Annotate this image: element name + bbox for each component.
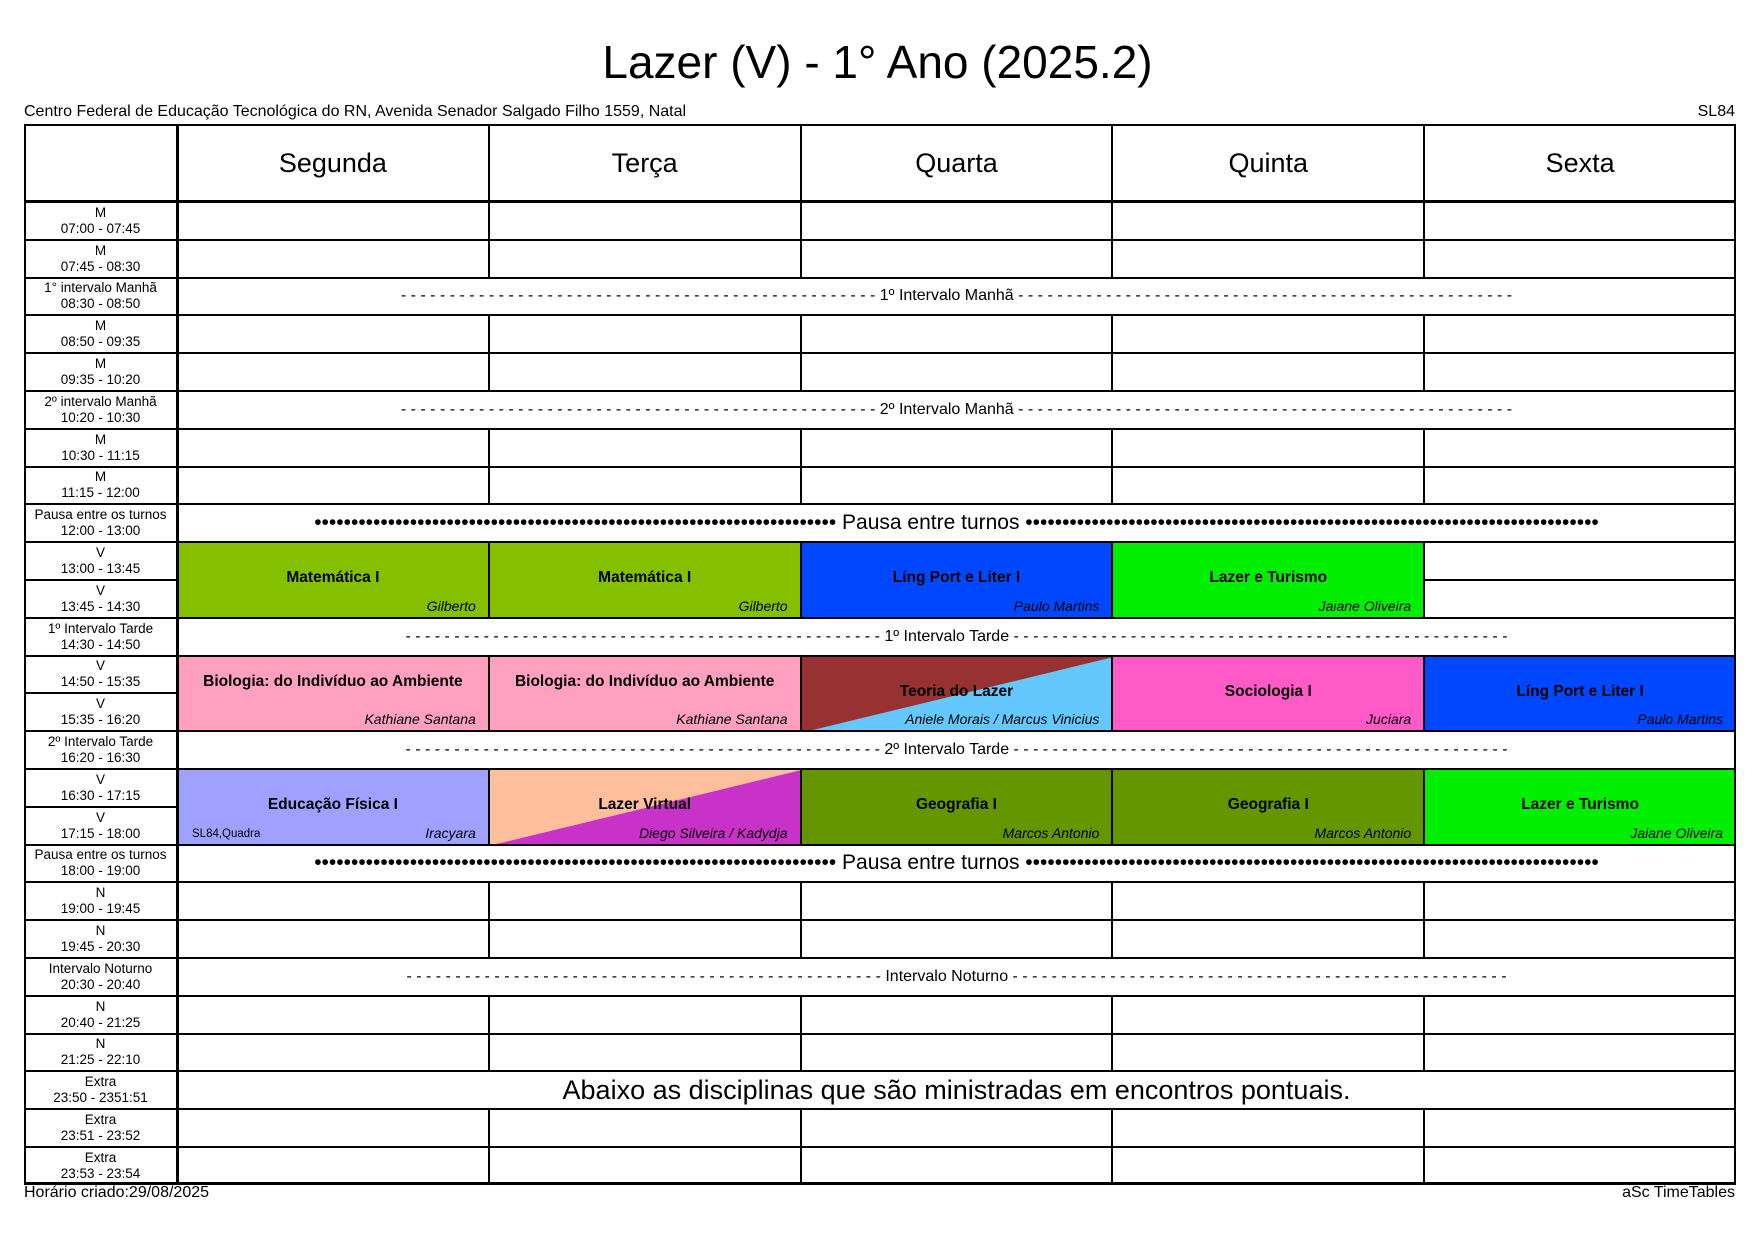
lesson-card[interactable] xyxy=(1424,656,1736,732)
period-name: M xyxy=(94,356,107,372)
lesson-subject: Lazer e Turismo xyxy=(1209,569,1328,587)
empty-slot xyxy=(1424,920,1736,958)
period-time: 20:30 - 20:40 xyxy=(60,976,141,992)
extra-note: Abaixo as disciplinas que são ministradas em encontros pontuais. xyxy=(177,1071,1736,1109)
lesson-teacher: Gilberto xyxy=(738,597,788,614)
empty-slot xyxy=(1112,240,1424,278)
empty-slot xyxy=(1424,353,1736,391)
lesson-card[interactable] xyxy=(177,769,489,845)
period-time: 19:45 - 20:30 xyxy=(60,939,141,955)
empty-slot xyxy=(1424,467,1736,505)
empty-slot xyxy=(177,202,489,240)
period-name: M xyxy=(94,242,107,258)
empty-slot xyxy=(489,467,801,505)
lesson-card[interactable] xyxy=(489,656,801,732)
lesson-subject: Geografia I xyxy=(1227,796,1309,813)
period-time: 08:30 - 08:50 xyxy=(60,296,141,312)
lesson-teacher: Gilberto xyxy=(426,597,476,614)
lesson-teacher: Iracyara xyxy=(425,824,476,841)
period-name: V xyxy=(95,809,105,825)
period-name: N xyxy=(95,1036,106,1052)
period-name: Extra xyxy=(84,1149,117,1165)
empty-slot xyxy=(801,996,1113,1034)
empty-slot xyxy=(489,240,801,278)
empty-slot xyxy=(1424,1034,1736,1072)
empty-slot xyxy=(489,429,801,467)
period-label xyxy=(24,656,177,694)
empty-slot xyxy=(1112,1034,1424,1072)
period-name: Extra xyxy=(84,1112,117,1128)
empty-slot xyxy=(1112,202,1424,240)
empty-slot xyxy=(801,353,1113,391)
period-time: 16:30 - 17:15 xyxy=(60,787,141,803)
lesson-teacher: Jaiane Oliveira xyxy=(1630,824,1723,841)
period-label xyxy=(24,467,177,505)
period-label xyxy=(24,920,177,958)
period-name: Pausa entre os turnos xyxy=(34,847,167,863)
lesson-subject: Matemática I xyxy=(598,569,692,587)
period-label xyxy=(24,1147,177,1185)
period-time: 23:51 - 23:52 xyxy=(60,1128,141,1144)
lesson-subject: Lazer Virtual xyxy=(598,796,692,813)
empty-slot xyxy=(801,240,1113,278)
app-credit: aSc TimeTables xyxy=(1622,1184,1735,1201)
lesson-card[interactable] xyxy=(177,656,489,732)
lesson-teacher: Jaiane Oliveira xyxy=(1318,597,1412,614)
page-title: Lazer (V) - 1° Ano (2025.2) xyxy=(602,36,1153,88)
lesson-room: SL84,Quadra xyxy=(192,827,261,840)
period-name: M xyxy=(94,431,107,447)
period-label xyxy=(24,731,177,769)
period-time: 13:00 - 13:45 xyxy=(60,561,141,577)
lesson-teacher: Marcos Antonio xyxy=(1314,824,1412,841)
empty-slot xyxy=(177,1109,489,1147)
period-column-rule xyxy=(176,124,179,1184)
period-name: 1º Intervalo Tarde xyxy=(47,620,154,636)
period-label xyxy=(24,353,177,391)
lesson-subject: Líng Port e Liter I xyxy=(892,569,1021,587)
empty-slot xyxy=(801,1147,1113,1185)
period-time: 10:30 - 11:15 xyxy=(61,447,140,463)
empty-slot xyxy=(1424,542,1736,580)
empty-slot xyxy=(1424,1109,1736,1147)
period-label xyxy=(24,542,177,580)
empty-slot xyxy=(489,353,801,391)
empty-slot xyxy=(489,996,801,1034)
lesson-teacher: Aniele Morais / Marcus Vinicius xyxy=(905,711,1100,728)
empty-slot xyxy=(801,315,1113,353)
period-label xyxy=(24,240,177,278)
period-label xyxy=(24,618,177,656)
lesson-teacher: Marcos Antonio xyxy=(1002,824,1100,841)
empty-slot xyxy=(1112,1147,1424,1185)
period-label xyxy=(24,315,177,353)
empty-slot xyxy=(489,1109,801,1147)
period-time: 07:45 - 08:30 xyxy=(60,258,141,274)
day-header: Segunda xyxy=(177,124,489,202)
empty-slot xyxy=(177,1147,489,1185)
period-label xyxy=(24,769,177,807)
lesson-teacher: Kathiane Santana xyxy=(676,711,788,728)
empty-slot xyxy=(177,315,489,353)
period-name: 1° intervalo Manhã xyxy=(44,280,157,296)
period-name: M xyxy=(94,318,107,334)
empty-slot xyxy=(1424,580,1736,618)
empty-slot xyxy=(801,920,1113,958)
empty-slot xyxy=(177,996,489,1034)
empty-slot xyxy=(1112,920,1424,958)
empty-slot xyxy=(1112,996,1424,1034)
period-label xyxy=(24,1071,177,1109)
empty-slot xyxy=(1112,467,1424,505)
lesson-subject: Educação Física I xyxy=(267,796,398,813)
empty-slot xyxy=(489,1034,801,1072)
empty-slot xyxy=(489,920,801,958)
period-label xyxy=(24,1109,177,1147)
period-time: 13:45 - 14:30 xyxy=(60,598,141,614)
empty-slot xyxy=(1424,429,1736,467)
period-name: Extra xyxy=(84,1074,117,1090)
period-name: Intervalo Noturno xyxy=(48,960,153,976)
lesson-teacher: Paulo Martins xyxy=(1637,711,1723,728)
day-header: Quinta xyxy=(1112,124,1424,202)
empty-slot xyxy=(1424,1147,1736,1185)
period-time: 21:25 - 22:10 xyxy=(60,1052,141,1068)
empty-slot xyxy=(177,467,489,505)
lesson-subject: Líng Port e Liter I xyxy=(1516,682,1644,700)
lesson-card[interactable] xyxy=(801,542,1113,618)
created-date: Horário criado:29/08/2025 xyxy=(24,1184,210,1201)
empty-slot xyxy=(489,202,801,240)
period-name: V xyxy=(95,582,105,598)
empty-slot xyxy=(177,429,489,467)
day-header: Sexta xyxy=(1424,124,1736,202)
period-name: M xyxy=(94,469,107,485)
empty-slot xyxy=(1112,315,1424,353)
lesson-teacher: Paulo Martins xyxy=(1013,597,1100,614)
period-time: 12:00 - 13:00 xyxy=(60,523,141,539)
lesson-card[interactable] xyxy=(489,542,801,618)
empty-slot xyxy=(1424,202,1736,240)
period-time: 09:35 - 10:20 xyxy=(60,372,141,388)
lesson-teacher: Juciara xyxy=(1366,711,1412,728)
period-time: 18:00 - 19:00 xyxy=(60,863,141,879)
timetable-grid xyxy=(24,124,1736,1184)
empty-slot xyxy=(177,240,489,278)
empty-slot xyxy=(1112,882,1424,920)
period-label xyxy=(24,807,177,845)
period-name: 2º intervalo Manhã xyxy=(44,393,157,409)
period-time: 16:20 - 16:30 xyxy=(60,750,141,766)
empty-slot xyxy=(177,882,489,920)
break-row: ••••••••••••••••••••••••••••••••••••••••••••••••••••••••••••••••••••••• Pausa entre turnos •••••••••••••••••••••••••••••••••••••••••••••••••••••••••••••••••••••••••••••• xyxy=(177,845,1736,883)
break-row: - - - - - - - - - - - - - - - - - - - - - - - - - - - - - - - - - - - - - - - - - - - - - - - - - 1º Intervalo Tarde - - - - - - - - - - - - - - - - - - - - - - - - - - - - - - - - - - - - - - - - - - - - - - - - - - - xyxy=(177,618,1736,656)
lesson-subject: Matemática I xyxy=(286,569,380,587)
lesson-subject: Biologia: do Indivíduo ao Ambiente xyxy=(514,672,775,690)
break-row: - - - - - - - - - - - - - - - - - - - - - - - - - - - - - - - - - - - - - - - - - - - - - - - - - Intervalo Noturno - - - - - - - - - - - - - - - - - - - - - - - - - - - - - - - - - - - - - - - - - - - - - - - - - - - xyxy=(177,958,1736,996)
lesson-card[interactable] xyxy=(801,656,1113,732)
period-label xyxy=(24,958,177,996)
period-label xyxy=(24,278,177,316)
empty-slot xyxy=(177,353,489,391)
empty-slot xyxy=(177,920,489,958)
empty-slot xyxy=(801,429,1113,467)
room-code: SL84 xyxy=(1697,103,1735,120)
period-time: 23:50 - 2351:51 xyxy=(53,1090,148,1106)
period-time: 17:15 - 18:00 xyxy=(60,825,141,841)
period-label xyxy=(24,580,177,618)
lesson-teacher: Kathiane Santana xyxy=(364,711,476,728)
period-time: 08:50 - 09:35 xyxy=(60,334,141,350)
empty-slot xyxy=(801,1109,1113,1147)
period-name: V xyxy=(95,696,105,712)
period-label xyxy=(24,693,177,731)
period-name: V xyxy=(95,771,105,787)
empty-slot xyxy=(177,1034,489,1072)
period-name: V xyxy=(95,658,105,674)
lesson-teacher: Diego Silveira / Kadydja xyxy=(638,824,788,841)
header-rule xyxy=(24,200,1736,203)
break-row: ••••••••••••••••••••••••••••••••••••••••••••••••••••••••••••••••••••••• Pausa entre turnos •••••••••••••••••••••••••••••••••••••••••••••••••••••••••••••••••••••••••••••• xyxy=(177,504,1736,542)
empty-slot xyxy=(1424,315,1736,353)
empty-slot xyxy=(489,1147,801,1185)
lesson-subject: Lazer e Turismo xyxy=(1521,796,1639,813)
lesson-subject: Sociologia I xyxy=(1224,682,1312,700)
lesson-card[interactable] xyxy=(1112,769,1424,845)
lesson-card[interactable] xyxy=(1112,656,1424,732)
period-time: 11:15 - 12:00 xyxy=(61,485,140,501)
day-header: Terça xyxy=(489,124,801,202)
day-header: Quarta xyxy=(801,124,1113,202)
period-label xyxy=(24,202,177,240)
lesson-card[interactable] xyxy=(177,542,489,618)
lesson-card[interactable] xyxy=(1424,769,1736,845)
empty-slot xyxy=(1424,882,1736,920)
lesson-subject: Geografia I xyxy=(916,796,997,813)
period-label xyxy=(24,882,177,920)
period-time: 10:20 - 10:30 xyxy=(60,409,141,425)
lesson-subject: Biologia: do Indivíduo ao Ambiente xyxy=(203,672,463,690)
empty-slot xyxy=(1112,1109,1424,1147)
lesson-subject: Teoria do Lazer xyxy=(899,682,1014,700)
period-time: 19:00 - 19:45 xyxy=(60,901,141,917)
period-time: 15:35 - 16:20 xyxy=(60,712,141,728)
period-name: N xyxy=(95,885,106,901)
period-name: M xyxy=(94,204,107,220)
empty-slot xyxy=(801,202,1113,240)
period-label xyxy=(24,845,177,883)
period-name: V xyxy=(95,545,105,561)
empty-slot xyxy=(801,1034,1113,1072)
lesson-card[interactable] xyxy=(1112,542,1424,618)
period-label xyxy=(24,391,177,429)
period-name: N xyxy=(95,998,106,1014)
school-address: Centro Federal de Educação Tecnológica do RN, Avenida Senador Salgado Filho 1559, Natal xyxy=(24,103,687,120)
break-row: - - - - - - - - - - - - - - - - - - - - - - - - - - - - - - - - - - - - - - - - - - - - - - - - - 1º Intervalo Manhã - - - - - - - - - - - - - - - - - - - - - - - - - - - - - - - - - - - - - - - - - - - - - - - - - - - xyxy=(177,278,1736,316)
break-row: - - - - - - - - - - - - - - - - - - - - - - - - - - - - - - - - - - - - - - - - - - - - - - - - - 2º Intervalo Tarde - - - - - - - - - - - - - - - - - - - - - - - - - - - - - - - - - - - - - - - - - - - - - - - - - - - xyxy=(177,731,1736,769)
lesson-card[interactable] xyxy=(801,769,1113,845)
period-time: 07:00 - 07:45 xyxy=(60,220,141,236)
period-label xyxy=(24,429,177,467)
period-label xyxy=(24,1034,177,1072)
period-time: 23:53 - 23:54 xyxy=(60,1165,141,1181)
empty-slot xyxy=(1424,996,1736,1034)
grid-corner xyxy=(24,124,177,202)
break-row: - - - - - - - - - - - - - - - - - - - - - - - - - - - - - - - - - - - - - - - - - - - - - - - - - 2º Intervalo Manhã - - - - - - - - - - - - - - - - - - - - - - - - - - - - - - - - - - - - - - - - - - - - - - - - - - - xyxy=(177,391,1736,429)
empty-slot xyxy=(489,315,801,353)
period-time: 20:40 - 21:25 xyxy=(60,1014,141,1030)
period-label xyxy=(24,996,177,1034)
empty-slot xyxy=(1424,240,1736,278)
lesson-card[interactable] xyxy=(489,769,801,845)
empty-slot xyxy=(801,467,1113,505)
empty-slot xyxy=(489,882,801,920)
period-time: 14:30 - 14:50 xyxy=(60,636,141,652)
period-label xyxy=(24,504,177,542)
empty-slot xyxy=(1112,429,1424,467)
period-name: N xyxy=(95,923,106,939)
empty-slot xyxy=(801,882,1113,920)
period-name: Pausa entre os turnos xyxy=(34,507,167,523)
period-time: 14:50 - 15:35 xyxy=(60,674,141,690)
period-name: 2º Intervalo Tarde xyxy=(47,734,154,750)
empty-slot xyxy=(1112,353,1424,391)
